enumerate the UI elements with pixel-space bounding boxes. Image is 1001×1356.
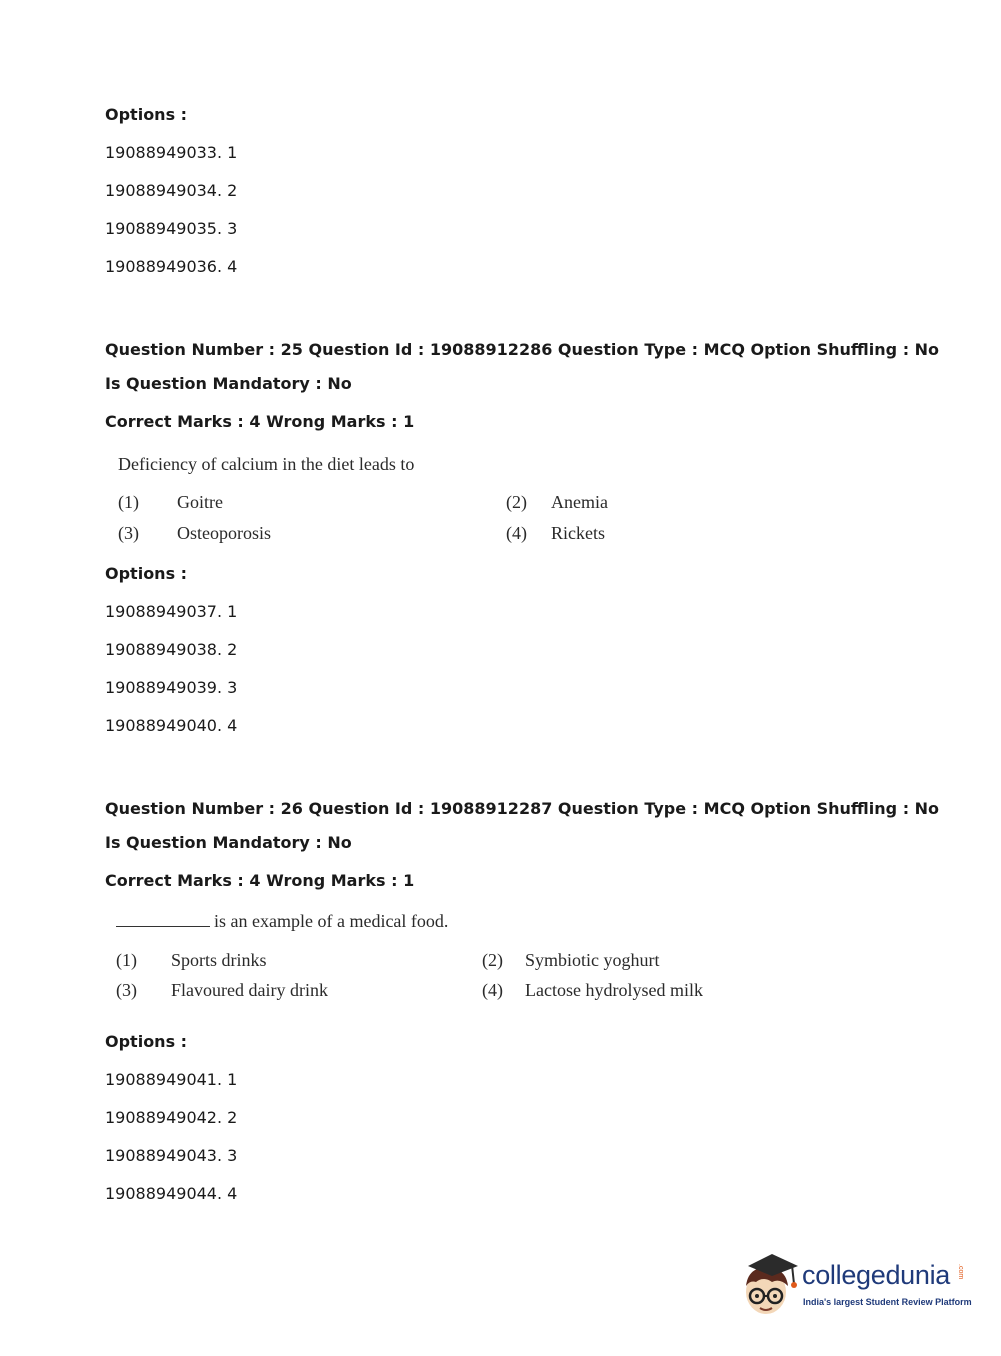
question-text-body: is an example of a medical food.: [214, 911, 449, 931]
choice-number: (3): [118, 523, 139, 543]
option-item: 19088949044. 4: [105, 1184, 238, 1203]
choice-number: (3): [116, 980, 137, 1000]
choice-number: (1): [116, 950, 137, 970]
choice-number: (4): [506, 523, 527, 543]
collegedunia-logo[interactable]: [742, 1250, 972, 1320]
logo-tagline: India's largest Student Review Platform: [803, 1297, 972, 1307]
choice-number: (2): [506, 492, 527, 512]
options-label: Options :: [105, 105, 188, 124]
choice-text: Flavoured dairy drink: [171, 980, 328, 1000]
choice-text: Rickets: [551, 523, 605, 543]
question-marks: Correct Marks : 4 Wrong Marks : 1: [105, 412, 415, 431]
fill-in-blank: [116, 912, 210, 927]
option-item: 19088949038. 2: [105, 640, 238, 659]
question-header: Question Number : 25 Question Id : 19088912286 Question Type : MCQ Option Shuffling : No: [105, 340, 940, 359]
options-label: Options :: [105, 1032, 188, 1051]
question-mandatory: Is Question Mandatory : No: [105, 833, 352, 852]
choice-text: Symbiotic yoghurt: [525, 950, 660, 970]
option-item: 19088949041. 1: [105, 1070, 238, 1089]
option-item: 19088949034. 2: [105, 181, 238, 200]
option-item: 19088949035. 3: [105, 219, 238, 238]
option-item: 19088949040. 4: [105, 716, 238, 735]
mascot-icon: [742, 1250, 802, 1320]
option-item: 19088949043. 3: [105, 1146, 238, 1165]
choice-number: (1): [118, 492, 139, 512]
logo-domain-suffix: .com: [957, 1264, 964, 1280]
choice-number: (2): [482, 950, 503, 970]
choice-text: Osteoporosis: [177, 523, 271, 543]
option-item: 19088949036. 4: [105, 257, 238, 276]
logo-wordmark: collegedunia: [802, 1260, 951, 1290]
choice-text: Lactose hydrolysed milk: [525, 980, 703, 1000]
option-item: 19088949037. 1: [105, 602, 238, 621]
choice-number: (4): [482, 980, 503, 1000]
options-label: Options :: [105, 564, 188, 583]
choice-text: Anemia: [551, 492, 608, 512]
option-item: 19088949033. 1: [105, 143, 238, 162]
question-mandatory: Is Question Mandatory : No: [105, 374, 352, 393]
question-text: [116, 910, 448, 932]
question-text: Deficiency of calcium in the diet leads to: [118, 454, 415, 474]
option-item: 19088949039. 3: [105, 678, 238, 697]
question-header: Question Number : 26 Question Id : 19088912287 Question Type : MCQ Option Shuffling : No: [105, 799, 940, 818]
option-item: 19088949042. 2: [105, 1108, 238, 1127]
choice-text: Goitre: [177, 492, 223, 512]
question-marks: Correct Marks : 4 Wrong Marks : 1: [105, 871, 415, 890]
choice-text: Sports drinks: [171, 950, 267, 970]
